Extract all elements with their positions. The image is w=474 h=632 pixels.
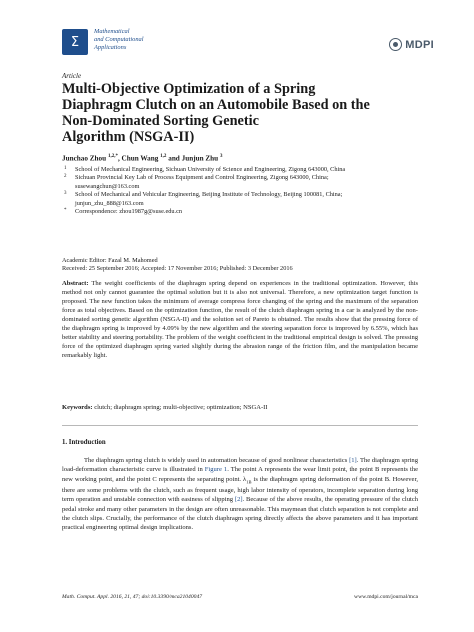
keywords-text: clutch; diaphragm spring; multi-objective; optimization; NSGA-II [94,404,268,411]
author-name[interactable]: Junchao Zhou [62,154,107,163]
affiliation-item: 3 School of Mechanical and Vehicular Engineering, Beijing Institute of Technology, Beijing 100081, China; junjun_zhu_888@163.com [62,191,422,208]
publisher-logo[interactable]: MDPI [389,38,434,51]
intro-paragraph: The diaphragm spring clutch is widely used in automation because of good nonlinear characteristics [1]. The diaphragm spring load-deformation characteristic curve is illustrated in Figure 1. The point A represents the wear limit point, the point B represents the new working point, and the point C represents the separating point. $\lambda_{1B}$ is the diaphragm spring deformation of the point B. However, there are some problems with the clutch, such as frequent usage, high labor intensity of operators, incomplete separation during long term operation and unstable connection with easiness of slipping [2]. Because of the above results, the operating pressure of the clutch pedal stroke and many other parameters in the design are often unreasonable. This maymean that clutch separation is not complete and the clutch slips. Crucially, the performance of the clutch diaphragm spring directly affects the above parameters and it has important practical engineering optimal design implications. [62,457,419,532]
affiliation-item: 1 School of Mechanical Engineering, Sichuan University of Science and Engineering, Zigong 643000, China [64,166,346,173]
paper-title: Multi-Objective Optimization of a Spring Diaphragm Clutch on an Automobile Based on the Non-Dominated Sorting Genetic Algorithm (NSGA-II) [62,81,370,145]
author-affiliation-mark: 1,2 [160,154,167,159]
affiliation-list [62,166,422,216]
abstract-text: The weight coefficients of the diaphragm spring depend on experiences in the traditional optimization. However, this method not only cannot guarantee the optimal solution but it is also not universal. Therefore, a new optimization target function is proposed. The new function takes the minimum of average compress force changing of the spring and the maximum of the separation force as total objectives. Based on the optimization function, the result of the clutch diaphragm spring in a car is analyzed by the non-dominated sorting genetic algorithm (NSGA-II) and the solution set of Pareto is obtained. The results show that the pressing force of the diaphragm spring is improved by 4.09% by the new algorithm and the steering separation force is improved by 6.55%, which has better stability and steering portability. The problem of the weight coefficient in the traditional empirical design is solved. The pressing force of the optimized diaphragm spring varied slightly during the abrasion range of the friction film, and the manipulation became remarkably light. [62,280,418,359]
author-name[interactable]: Chun Wang [121,154,159,163]
keywords [62,404,267,411]
journal-url-link[interactable]: www.mdpi.com/journal/mca [354,594,418,600]
email-link[interactable]: susewangchun@163.com [75,182,140,190]
section-heading: 1. Introduction [62,439,106,446]
correspondence-email[interactable]: Correspondence: zhou1987g@suse.edu.cn [75,208,183,216]
symbol: $\lambda_{1B}$ [243,475,252,484]
email-link[interactable]: junjun_zhu_888@163.com [75,199,144,207]
correspondence: * Correspondence: zhou1987g@suse.edu.cn [62,208,422,216]
publication-dates: Received: 25 September 2016; Accepted: 17 November 2016; Published: 3 December 2016 [62,265,293,273]
journal-logo-icon[interactable]: Σ [62,29,88,55]
figure-link[interactable]: Figure 1 [204,466,228,474]
citation-link[interactable]: [1] [349,457,357,464]
abstract-label: Abstract: [62,280,89,287]
affiliation-item: 2 Sichuan Provincial Key Lab of Process Equipment and Control Engineering, Zigong 643000, China; susewangchun@163.com [62,174,422,191]
citation-info: Math. Comput. Appl. 2016, 21, 47; doi:10.3390/mca21040047 [62,594,203,600]
mdpi-logo-icon [389,38,402,51]
author-list: Junchao Zhou $^{1,2,*}$, Chun Wang $^{1,2}$ and Junjun Zhu $^3$ [62,154,223,163]
editor-and-dates [62,257,293,274]
academic-editor: Academic Editor: Fazal M. Mahomed [62,257,158,264]
author-name[interactable]: Junjun Zhu [181,154,219,163]
author-affiliation-mark: 3 [219,154,223,159]
keywords-label: Keywords: [62,404,93,411]
abstract [62,279,418,360]
citation-link[interactable]: [2] [234,496,243,504]
article-type: Article [62,72,82,80]
section-divider [62,425,418,426]
author-affiliation-mark: 1,2,* [107,154,118,159]
page-footer [62,594,418,600]
journal-name: Mathematical and Computational Applications [94,28,144,51]
